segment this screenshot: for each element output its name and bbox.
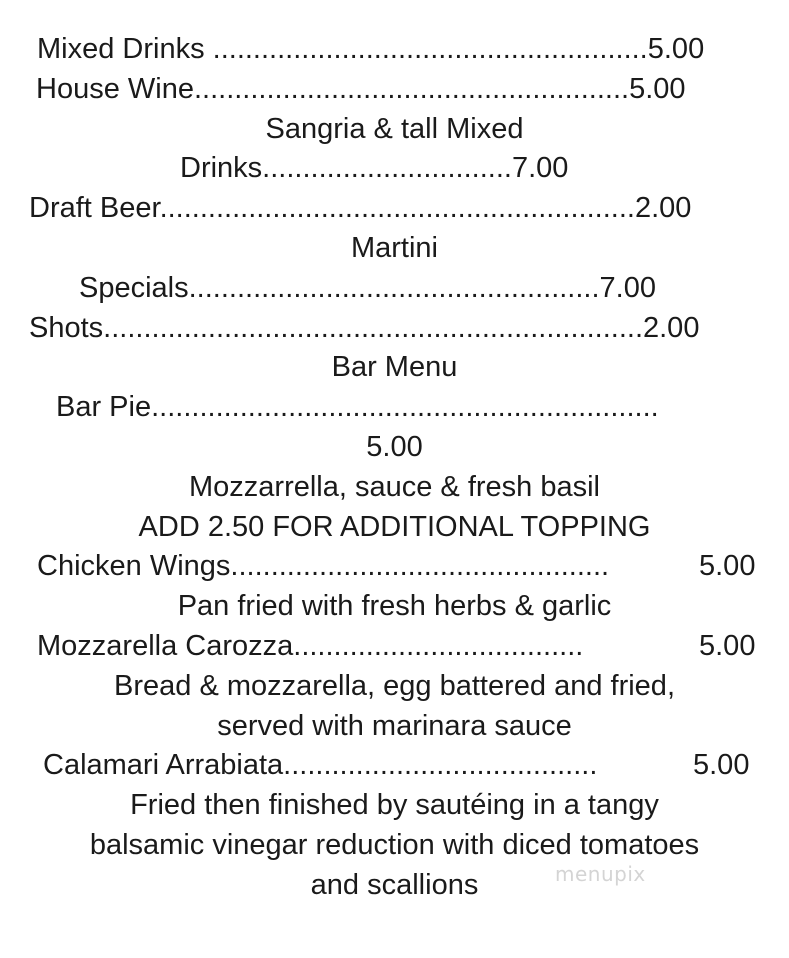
item-description: Fried then finished by sautéing in a tangy: [130, 789, 659, 822]
item-name: Sangria & tall Mixed: [265, 112, 524, 145]
leader-dots: ...............................: [262, 152, 512, 185]
item-description: balsamic vinegar reduction with diced tomatoes: [89, 828, 700, 861]
item-price: 5.00: [693, 749, 750, 782]
item-price: 5.00: [699, 550, 756, 583]
leader-dots: ...................................................: [188, 271, 600, 304]
menu-page: [0, 30, 789, 906]
item-name: Martini: [350, 231, 438, 264]
menu-item-carozza-description-2: [0, 707, 789, 747]
leader-dots: ......................................................: [193, 72, 630, 105]
menu-item-mozzarella-carozza: [0, 627, 789, 667]
menu-item-sangria-title: [0, 110, 789, 150]
leader-dots: ...............................................................: [151, 391, 659, 424]
item-description: Bread & mozzarella, egg battered and fried,: [114, 669, 675, 702]
leader-dots: .......................................: [283, 749, 598, 782]
item-note: ADD 2.50 FOR ADDITIONAL TOPPING: [138, 510, 651, 543]
item-price: 5.00: [699, 629, 756, 662]
leader-dots: ...................................................................: [103, 311, 643, 344]
item-description: Pan fried with fresh herbs & garlic: [177, 590, 612, 623]
menu-item-martini-price-line: [0, 269, 789, 309]
item-description: and scallions: [310, 868, 479, 901]
leader-dots: ....................................: [293, 629, 584, 662]
menu-item-bar-pie-price: [0, 428, 789, 468]
item-name: Bar Pie: [56, 391, 152, 424]
menu-item-bar-pie-note: [0, 508, 789, 548]
menu-item-calamari-description-2: [0, 826, 789, 866]
item-name: Mixed Drinks: [37, 33, 205, 65]
item-price: 2.00: [634, 192, 692, 225]
item-price: 2.00: [643, 311, 700, 344]
item-name: Draft Beer: [29, 192, 160, 225]
item-name: House Wine: [36, 72, 194, 105]
item-price: 5.00: [366, 430, 423, 463]
section-title: Bar Menu: [331, 351, 458, 384]
leader-dots: ...........................................................: [159, 192, 635, 225]
menu-item-carozza-description-1: [0, 667, 789, 707]
item-name: Mozzarella Carozza: [37, 629, 294, 662]
menu-item-shots: [0, 309, 789, 349]
item-name: Shots: [29, 311, 104, 344]
menu-item-draft-beer: [0, 189, 789, 229]
item-name: Specials: [79, 271, 189, 304]
menu-item-calamari-arrabiata: [0, 746, 789, 786]
menu-item-martini-title: [0, 229, 789, 269]
item-price: 7.00: [511, 152, 569, 185]
item-price: 5.00: [629, 72, 686, 105]
item-name: Drinks: [180, 152, 263, 185]
menu-item-calamari-description-1: [0, 786, 789, 826]
section-heading-bar-menu: [0, 348, 789, 388]
menu-item-bar-pie: [0, 388, 789, 428]
menu-item-chicken-wings-description: [0, 587, 789, 627]
leader-dots: ......................................................: [204, 33, 648, 65]
menu-item-chicken-wings: [0, 547, 789, 587]
menu-item-calamari-description-3: [0, 866, 789, 906]
menu-item-bar-pie-description: [0, 468, 789, 508]
menu-item-house-wine: [0, 70, 789, 110]
watermark-logo: menupix: [555, 862, 646, 886]
item-price: 5.00: [647, 33, 705, 65]
item-description: served with marinara sauce: [217, 709, 572, 742]
item-name: Calamari Arrabiata: [43, 749, 284, 782]
item-description: Mozzarrella, sauce & fresh basil: [189, 470, 600, 503]
item-name: Chicken Wings: [37, 550, 231, 583]
menu-item-mixed-drinks: [0, 30, 789, 70]
menu-item-sangria-price-line: [0, 149, 789, 189]
item-price: 7.00: [599, 271, 656, 304]
leader-dots: ...............................................: [230, 550, 610, 583]
